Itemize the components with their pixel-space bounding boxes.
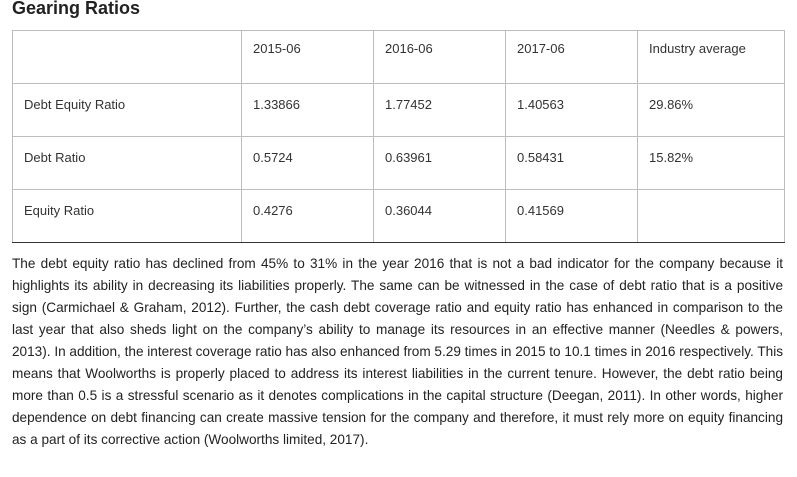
table-row	[13, 137, 785, 190]
section-heading: Gearing Ratios	[12, 0, 141, 18]
table-cell: 0.5724	[242, 137, 374, 190]
header-cell-industry-average: Industry average	[638, 31, 785, 84]
table-cell: 29.86%	[638, 84, 785, 137]
table-cell: 0.36044	[374, 190, 506, 243]
body-paragraph: The debt equity ratio has declined from 45% to 31% in the year 2016 that is not a bad indicator for the company because it highlights its ability in decreasing its liabilities properly. The same can be witnessed in the case of debt ratio that is a positive sign (Carmichael & Graham, 2012). Further, the cash debt coverage ratio and equity ratio has enhanced in comparison to the last year that also sheds light on the company’s ability to manage its resources in an effective manner (Needles & powers, 2013). In addition, the interest coverage ratio has also enhanced from 5.29 times in 2015 to 10.1 times in 2016 respectively. This means that Woolworths is properly placed to address its interest liabilities in the current tenure. However, the debt ratio being more than 0.5 is a stressful scenario as it denotes complications in the capital structure (Deegan, 2011). In other words, higher dependence on debt financing can create massive tension for the company and therefore, it must rely more on equity financing as a part of its corrective action (Woolworths limited, 2017).	[12, 256, 784, 447]
table-header-row	[13, 31, 785, 84]
table-row	[13, 190, 785, 243]
row-label: Equity Ratio	[13, 190, 242, 243]
table-cell	[638, 190, 785, 243]
table-cell: 1.40563	[506, 84, 638, 137]
table-row	[13, 84, 785, 137]
header-cell-2017-06: 2017-06	[506, 31, 638, 84]
table-cell: 0.41569	[506, 190, 638, 243]
table-cell: 0.4276	[242, 190, 374, 243]
table-cell: 15.82%	[638, 137, 785, 190]
table-cell: 0.63961	[374, 137, 506, 190]
row-label: Debt Equity Ratio	[13, 84, 242, 137]
table-cell: 1.77452	[374, 84, 506, 137]
row-label: Debt Ratio	[13, 137, 242, 190]
table-cell: 0.58431	[506, 137, 638, 190]
table-cell: 1.33866	[242, 84, 374, 137]
header-cell-empty	[13, 31, 242, 84]
header-cell-2016-06: 2016-06	[374, 31, 506, 84]
header-cell-2015-06: 2015-06	[242, 31, 374, 84]
gearing-ratios-table	[12, 30, 785, 243]
